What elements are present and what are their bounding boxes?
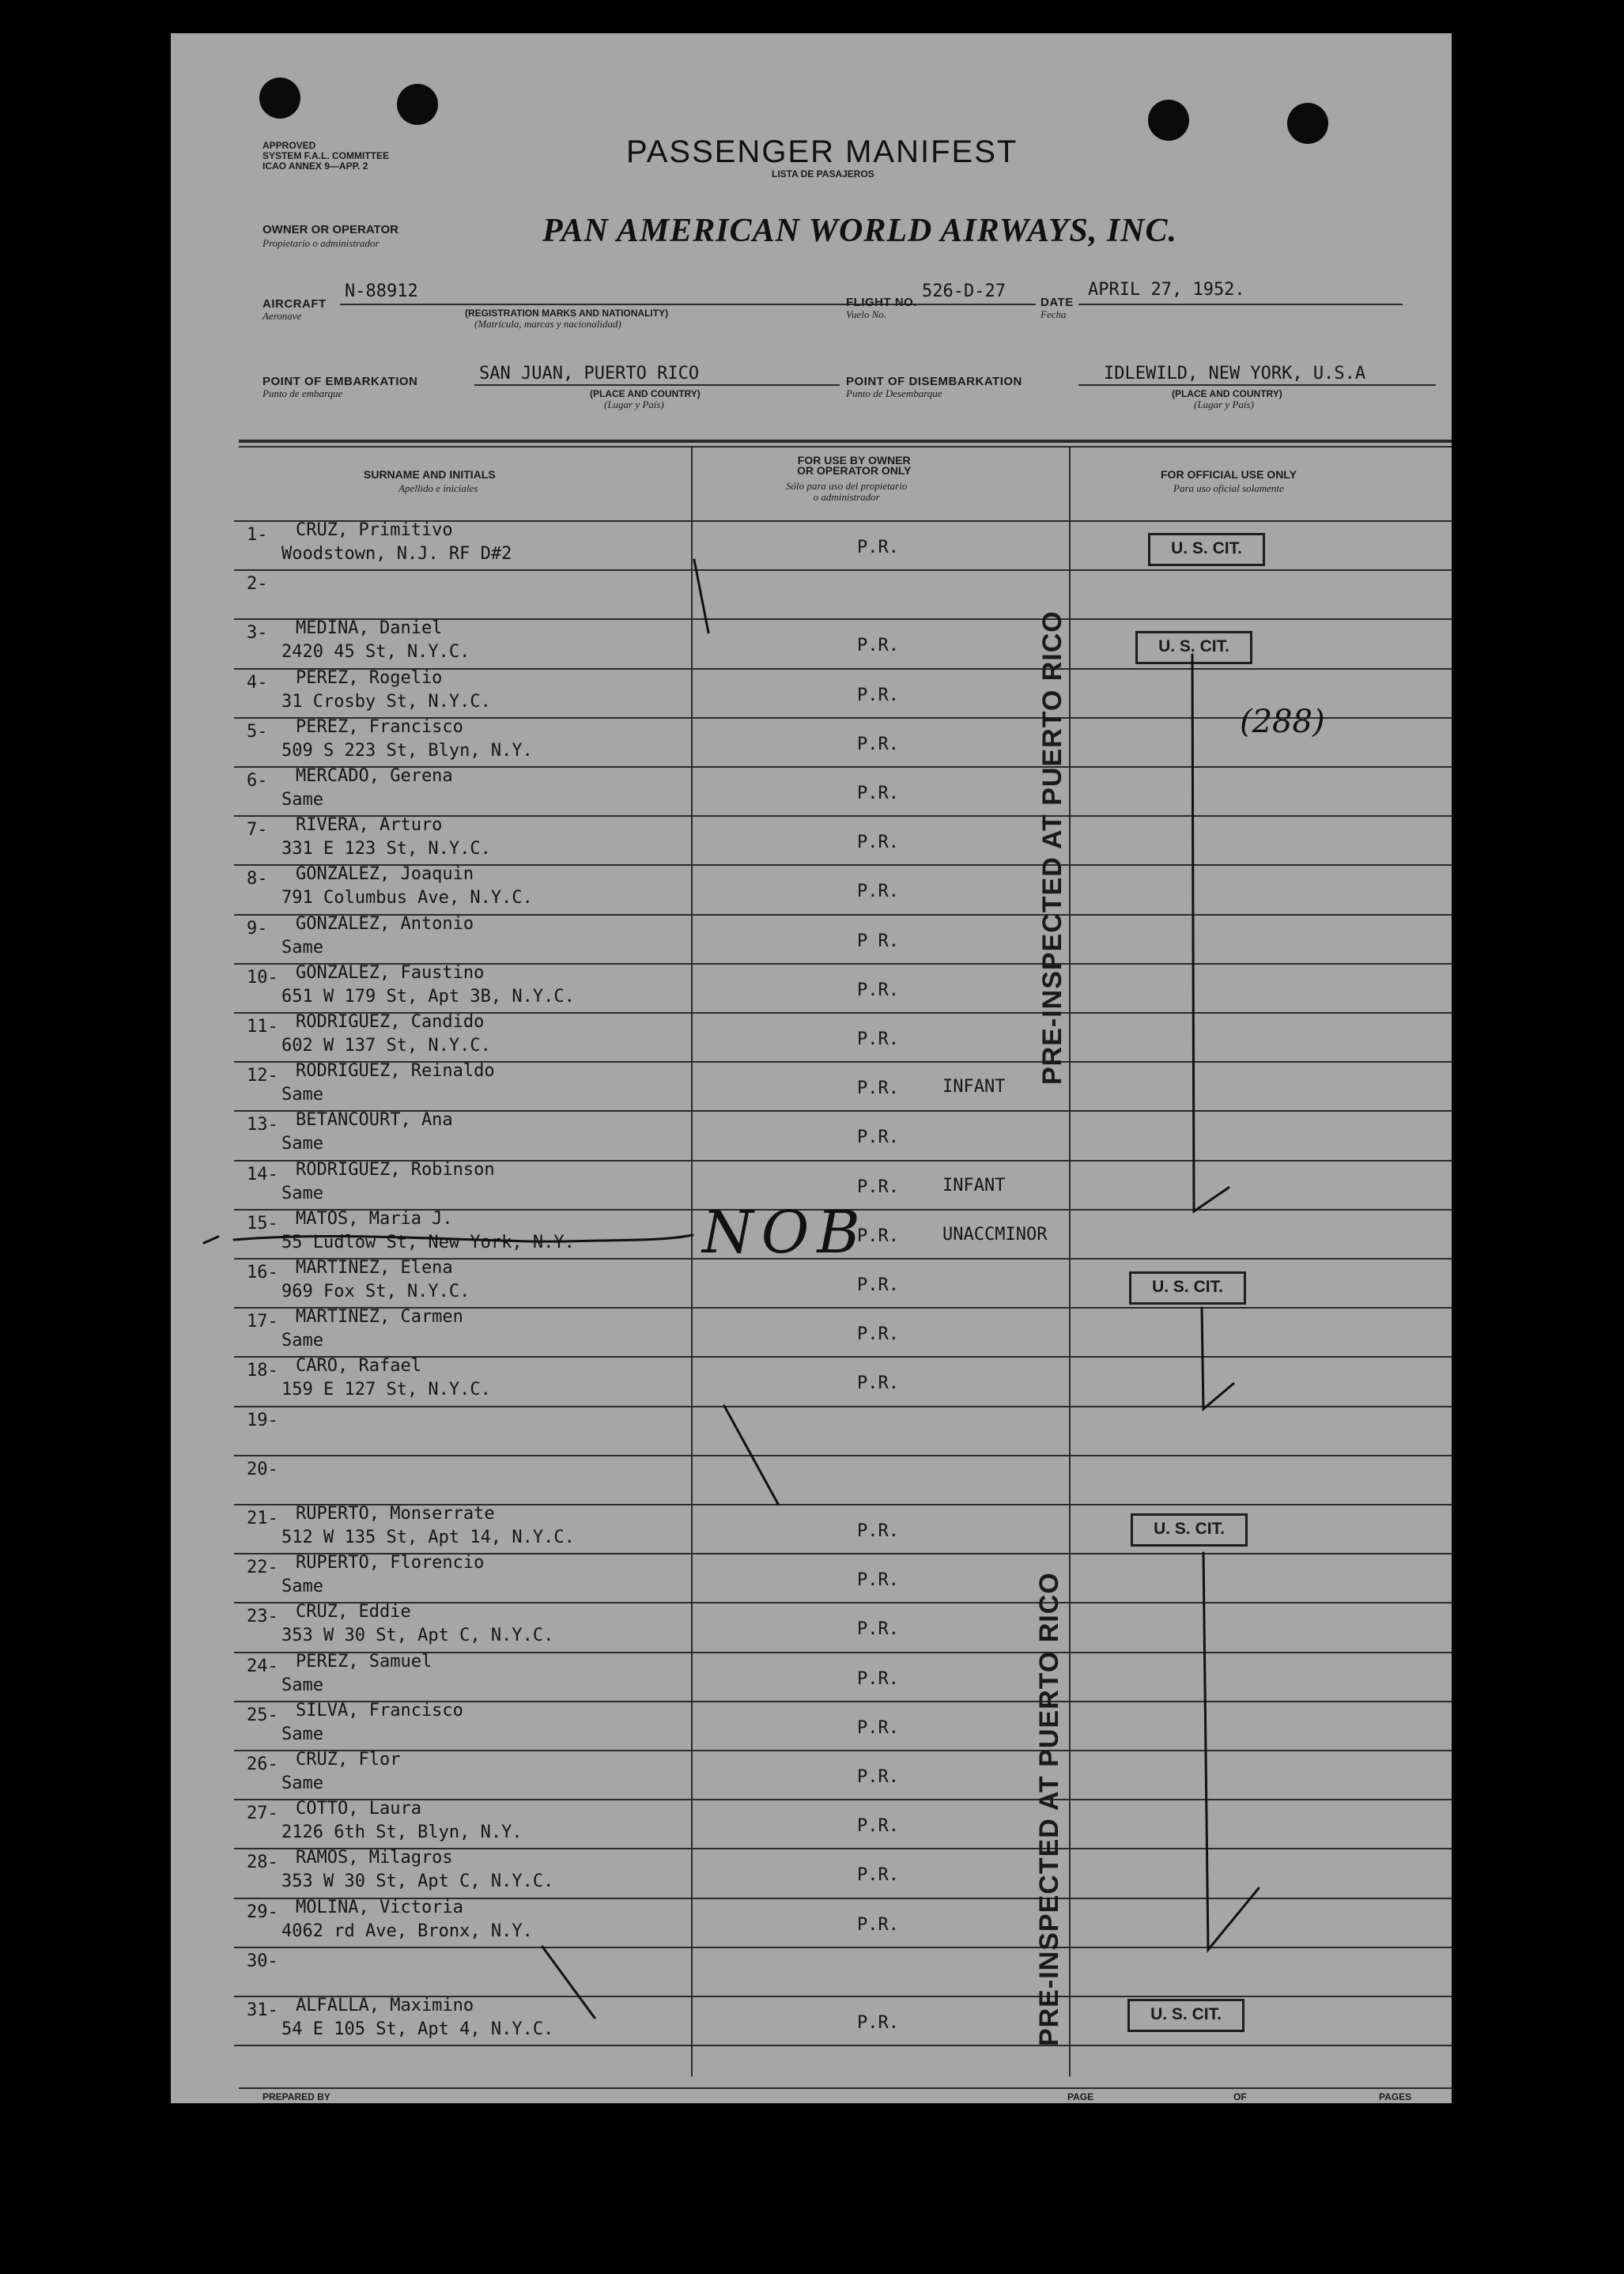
flight-value: 526-D-27	[922, 281, 1006, 301]
row-number: 29-	[247, 1902, 278, 1922]
passenger-name: SILVA, Francisco	[296, 1701, 463, 1721]
operator-name: PAN AMERICAN WORLD AIRWAYS, INC.	[542, 213, 1178, 249]
passenger-citizenship: P.R.	[857, 686, 899, 705]
row-number: 21-	[247, 1509, 278, 1528]
table-row	[171, 1848, 1452, 1897]
row-number: 12-	[247, 1066, 278, 1086]
row-number: 15-	[247, 1214, 278, 1233]
passenger-remark: UNACCMINOR	[942, 1225, 1048, 1245]
passenger-name: ALFALLA, Maximino	[296, 1996, 474, 2015]
passenger-citizenship: P.R.	[857, 833, 899, 852]
place-note: (PLACE AND COUNTRY)	[590, 388, 701, 399]
passenger-citizenship: P.R.	[857, 1128, 899, 1147]
table-row	[171, 1455, 1452, 1504]
punch-hole	[1287, 103, 1328, 144]
table-row	[171, 1701, 1452, 1750]
passenger-name: MARTINEZ, Elena	[296, 1258, 453, 1278]
aircraft-value: N-88912	[345, 281, 418, 301]
date-label-es: Fecha	[1040, 308, 1067, 320]
preinspected-stamp: PRE-INSPECTED AT PUERTO RICO	[1034, 1572, 1064, 2046]
row-number: 1-	[247, 525, 268, 545]
passenger-citizenship: P.R.	[857, 1816, 899, 1836]
table-row	[171, 1750, 1452, 1799]
form-title-es: LISTA DE PASAJEROS	[772, 168, 874, 179]
row-number: 19-	[247, 1411, 278, 1430]
row-number: 4-	[247, 673, 268, 693]
passenger-name: BETANCOURT, Ana	[296, 1110, 453, 1130]
us-cit-stamp: U. S. CIT.	[1127, 1999, 1244, 2032]
table-top-rule	[239, 446, 1452, 448]
rule	[1078, 304, 1403, 305]
handwritten-number: (288)	[1240, 704, 1325, 740]
row-number: 24-	[247, 1656, 278, 1676]
registration-note-es: (Matrícula, marcas y nacionalidad)	[474, 318, 621, 330]
row-rule	[234, 1406, 1452, 1407]
row-rule	[234, 1455, 1452, 1456]
table-row	[171, 1356, 1452, 1405]
table-row	[171, 1012, 1452, 1061]
passenger-remark: INFANT	[942, 1176, 1006, 1196]
owner-label-es: Propietario o administrador	[262, 237, 380, 249]
approved-line: ICAO ANNEX 9—APP. 2	[262, 161, 368, 172]
col-header-owner-es-line: o administrador	[813, 491, 880, 503]
passenger-address: 54 E 105 St, Apt 4, N.Y.C.	[281, 2019, 554, 2039]
passenger-name: GONZALEZ, Joaquin	[296, 864, 474, 884]
passenger-name: RAMOS, Milagros	[296, 1848, 453, 1868]
punch-hole	[1148, 100, 1189, 141]
row-rule	[234, 1947, 1452, 1948]
passenger-address: 331 E 123 St, N.Y.C.	[281, 839, 491, 859]
passenger-name: GONZALEZ, Antonio	[296, 914, 474, 934]
row-number: 13-	[247, 1115, 278, 1135]
disembark-label-es: Punto de Desembarque	[846, 387, 942, 399]
flight-label-es: Vuelo No.	[846, 308, 887, 320]
row-rule	[234, 2045, 1452, 2046]
registration-note: (REGISTRATION MARKS AND NATIONALITY)	[465, 308, 669, 319]
passenger-citizenship: P.R.	[857, 636, 899, 655]
row-number: 5-	[247, 722, 268, 742]
date-label: DATE	[1040, 296, 1074, 309]
owner-label: OWNER OR OPERATOR	[262, 223, 398, 236]
table-top-rule	[239, 440, 1452, 443]
approved-block	[262, 141, 389, 172]
row-number: 14-	[247, 1165, 278, 1184]
table-row	[171, 766, 1452, 815]
passenger-citizenship: P R.	[857, 931, 899, 951]
place-note: (PLACE AND COUNTRY)	[1172, 388, 1282, 399]
passenger-name: RODRIGUEZ, Candido	[296, 1012, 485, 1032]
table-row	[171, 1996, 1452, 2045]
table-row	[171, 569, 1452, 618]
passenger-address: 512 W 135 St, Apt 14, N.Y.C.	[281, 1528, 575, 1547]
passenger-citizenship: P.R.	[857, 1865, 899, 1885]
passenger-address: 4062 rd Ave, Bronx, N.Y.	[281, 1921, 533, 1941]
row-number: 10-	[247, 968, 278, 988]
table-row	[171, 1553, 1452, 1602]
passenger-address: 2126 6th St, Blyn, N.Y.	[281, 1823, 523, 1842]
row-number: 23-	[247, 1607, 278, 1626]
row-number: 28-	[247, 1853, 278, 1872]
us-cit-stamp: U. S. CIT.	[1129, 1271, 1246, 1305]
row-number: 16-	[247, 1263, 278, 1282]
col-header-surname: SURNAME AND INITIALS	[364, 468, 496, 481]
passenger-citizenship: P.R.	[857, 1521, 899, 1541]
col-header-owner-line: FOR USE BY OWNER	[797, 454, 911, 467]
disembark-label: POINT OF DISEMBARKATION	[846, 375, 1022, 388]
table-row	[171, 1307, 1452, 1356]
passenger-name: MERCADO, Gerena	[296, 766, 453, 786]
passenger-name: RUPERTO, Monserrate	[296, 1504, 495, 1524]
form-title: PASSENGER MANIFEST	[626, 134, 1018, 169]
passenger-name: COTTO, Laura	[296, 1799, 421, 1819]
prepared-by-label: PREPARED BY	[262, 2091, 330, 2102]
passenger-citizenship: P.R.	[857, 1915, 899, 1935]
passenger-name: MEDINA, Daniel	[296, 618, 443, 638]
passenger-address: 602 W 137 St, N.Y.C.	[281, 1036, 491, 1056]
punch-hole	[397, 84, 438, 125]
passenger-address: 159 E 127 St, N.Y.C.	[281, 1380, 491, 1400]
row-number: 25-	[247, 1706, 278, 1725]
passenger-citizenship: P.R.	[857, 1029, 899, 1049]
embark-label: POINT OF EMBARKATION	[262, 375, 418, 388]
us-cit-stamp: U. S. CIT.	[1131, 1513, 1248, 1547]
passenger-address: 969 Fox St, N.Y.C.	[281, 1282, 470, 1301]
table-row	[171, 618, 1452, 667]
passenger-name: RODRIGUEZ, Robinson	[296, 1160, 495, 1180]
aircraft-label: AIRCRAFT	[262, 297, 327, 311]
row-number: 31-	[247, 2000, 278, 2020]
row-rule	[234, 1602, 1452, 1604]
passenger-address: 353 W 30 St, Apt C, N.Y.C.	[281, 1626, 554, 1645]
passenger-citizenship: P.R.	[857, 1078, 899, 1098]
passenger-citizenship: P.R.	[857, 1570, 899, 1590]
place-note-es: (Lugar y País)	[1194, 399, 1254, 410]
flight-label: FLIGHT NO.	[846, 296, 917, 309]
passenger-name: CRUZ, Flor	[296, 1750, 401, 1770]
passenger-name: CARO, Rafael	[296, 1356, 421, 1376]
table-row	[171, 1406, 1452, 1455]
of-label: OF	[1233, 2091, 1247, 2102]
preinspected-stamp: PRE-INSPECTED AT PUERTO RICO	[1037, 610, 1067, 1085]
passenger-address: Same	[281, 1724, 323, 1744]
table-row	[171, 1602, 1452, 1651]
col-header-surname-es: Apellido e iniciales	[398, 482, 478, 494]
passenger-address: Same	[281, 1675, 323, 1695]
passenger-address: 353 W 30 St, Apt C, N.Y.C.	[281, 1872, 554, 1891]
passenger-citizenship: P.R.	[857, 1177, 899, 1197]
passenger-name: MATOS, Maria J.	[296, 1209, 453, 1229]
passenger-citizenship: P.R.	[857, 784, 899, 803]
passenger-citizenship: P.R.	[857, 1324, 899, 1344]
passenger-name: GONZALEZ, Faustino	[296, 963, 485, 983]
row-number: 26-	[247, 1755, 278, 1774]
passenger-citizenship: P.R.	[857, 980, 899, 1000]
col-header-owner	[797, 455, 911, 476]
row-number: 8-	[247, 869, 268, 889]
us-cit-stamp: U. S. CIT.	[1135, 631, 1252, 664]
table-row	[171, 914, 1452, 963]
passenger-address: 55 Ludlow St, New York, N.Y.	[281, 1233, 575, 1252]
row-number: 9-	[247, 919, 268, 939]
row-number: 2-	[247, 574, 268, 594]
passenger-name: RUPERTO, Florencio	[296, 1553, 485, 1573]
table-row	[171, 1799, 1452, 1848]
passenger-citizenship: P.R.	[857, 2013, 899, 2033]
embark-label-es: Punto de embarque	[262, 387, 343, 399]
date-value: APRIL 27, 1952.	[1088, 280, 1245, 300]
row-rule	[234, 569, 1452, 571]
table-row	[171, 1947, 1452, 1996]
passenger-citizenship: P.R.	[857, 1718, 899, 1738]
col-header-owner-es-line: Sólo para uso del propietario	[786, 480, 908, 492]
row-number: 11-	[247, 1017, 278, 1037]
approved-line: SYSTEM F.A.L. COMMITTEE	[262, 150, 390, 161]
embark-value: SAN JUAN, PUERTO RICO	[479, 364, 700, 383]
passenger-citizenship: P.R.	[857, 1619, 899, 1639]
passenger-citizenship: P.R.	[857, 1275, 899, 1295]
row-number: 18-	[247, 1361, 278, 1381]
table-row	[171, 1504, 1452, 1553]
passenger-citizenship: P.R.	[857, 538, 899, 557]
passenger-address: Same	[281, 1331, 323, 1350]
col-header-official-es: Para uso oficial solamente	[1173, 482, 1284, 494]
col-header-owner-line: OR OPERATOR ONLY	[797, 464, 912, 477]
passenger-address: 2420 45 St, N.Y.C.	[281, 642, 470, 662]
row-number: 27-	[247, 1804, 278, 1823]
passenger-address: Same	[281, 790, 323, 810]
passenger-address: 31 Crosby St, N.Y.C.	[281, 692, 491, 712]
passenger-name: RIVERA, Arturo	[296, 815, 443, 835]
approved-line: APPROVED	[262, 140, 316, 151]
passenger-address: Woodstown, N.J. RF D#2	[281, 544, 512, 564]
table-row	[171, 1652, 1452, 1701]
passenger-name: MOLINA, Victoria	[296, 1898, 463, 1917]
table-row	[171, 963, 1452, 1012]
row-number: 20-	[247, 1460, 278, 1479]
passenger-address: Same	[281, 1134, 323, 1154]
page-label: PAGE	[1067, 2091, 1094, 2102]
disembark-value: IDLEWILD, NEW YORK, U.S.A	[1104, 364, 1366, 383]
manifest-page	[171, 33, 1452, 2103]
passenger-name: RODRIGUEZ, Reinaldo	[296, 1061, 495, 1081]
place-note-es: (Lugar y País)	[604, 399, 664, 410]
passenger-name: PEREZ, Rogelio	[296, 668, 443, 688]
passenger-citizenship: P.R.	[857, 1767, 899, 1787]
rule	[474, 384, 840, 386]
passenger-address: 791 Columbus Ave, N.Y.C.	[281, 888, 533, 908]
us-cit-stamp: U. S. CIT.	[1148, 533, 1265, 566]
pages-label: PAGES	[1379, 2091, 1412, 2102]
passenger-address: Same	[281, 1577, 323, 1596]
passenger-name: MARTINEZ, Carmen	[296, 1307, 463, 1327]
passenger-address: Same	[281, 938, 323, 958]
row-rule	[234, 1750, 1452, 1751]
passenger-citizenship: P.R.	[857, 1669, 899, 1689]
rule	[1078, 384, 1436, 386]
row-number: 30-	[247, 1951, 278, 1971]
passenger-address: 651 W 179 St, Apt 3B, N.Y.C.	[281, 987, 575, 1007]
row-number: 7-	[247, 820, 268, 840]
row-number: 6-	[247, 771, 268, 791]
handwritten-nob: NOB	[702, 1199, 868, 1267]
punch-hole	[259, 77, 300, 119]
passenger-citizenship: P.R.	[857, 1226, 899, 1246]
row-number: 3-	[247, 623, 268, 643]
table-row	[171, 1898, 1452, 1947]
passenger-citizenship: P.R.	[857, 882, 899, 901]
table-bottom-rule	[239, 2087, 1452, 2089]
passenger-address: Same	[281, 1085, 323, 1105]
col-header-owner-es	[786, 481, 907, 503]
table-row	[171, 815, 1452, 864]
col-header-official: FOR OFFICIAL USE ONLY	[1161, 468, 1297, 481]
passenger-name: CRUZ, Eddie	[296, 1602, 411, 1622]
row-number: 22-	[247, 1558, 278, 1577]
table-row	[171, 864, 1452, 913]
rule	[917, 304, 1036, 305]
passenger-name: PEREZ, Francisco	[296, 717, 463, 737]
passenger-name: PEREZ, Samuel	[296, 1652, 432, 1672]
table-row	[171, 1110, 1452, 1159]
passenger-name: CRUZ, Primitivo	[296, 520, 453, 540]
table-row	[171, 1061, 1452, 1110]
passenger-citizenship: P.R.	[857, 735, 899, 754]
passenger-remark: INFANT	[942, 1077, 1006, 1097]
row-number: 17-	[247, 1312, 278, 1332]
passenger-citizenship: P.R.	[857, 1373, 899, 1393]
passenger-address: 509 S 223 St, Blyn, N.Y.	[281, 741, 533, 761]
aircraft-label-es: Aeronave	[262, 310, 302, 322]
passenger-address: Same	[281, 1773, 323, 1793]
passenger-address: Same	[281, 1184, 323, 1203]
